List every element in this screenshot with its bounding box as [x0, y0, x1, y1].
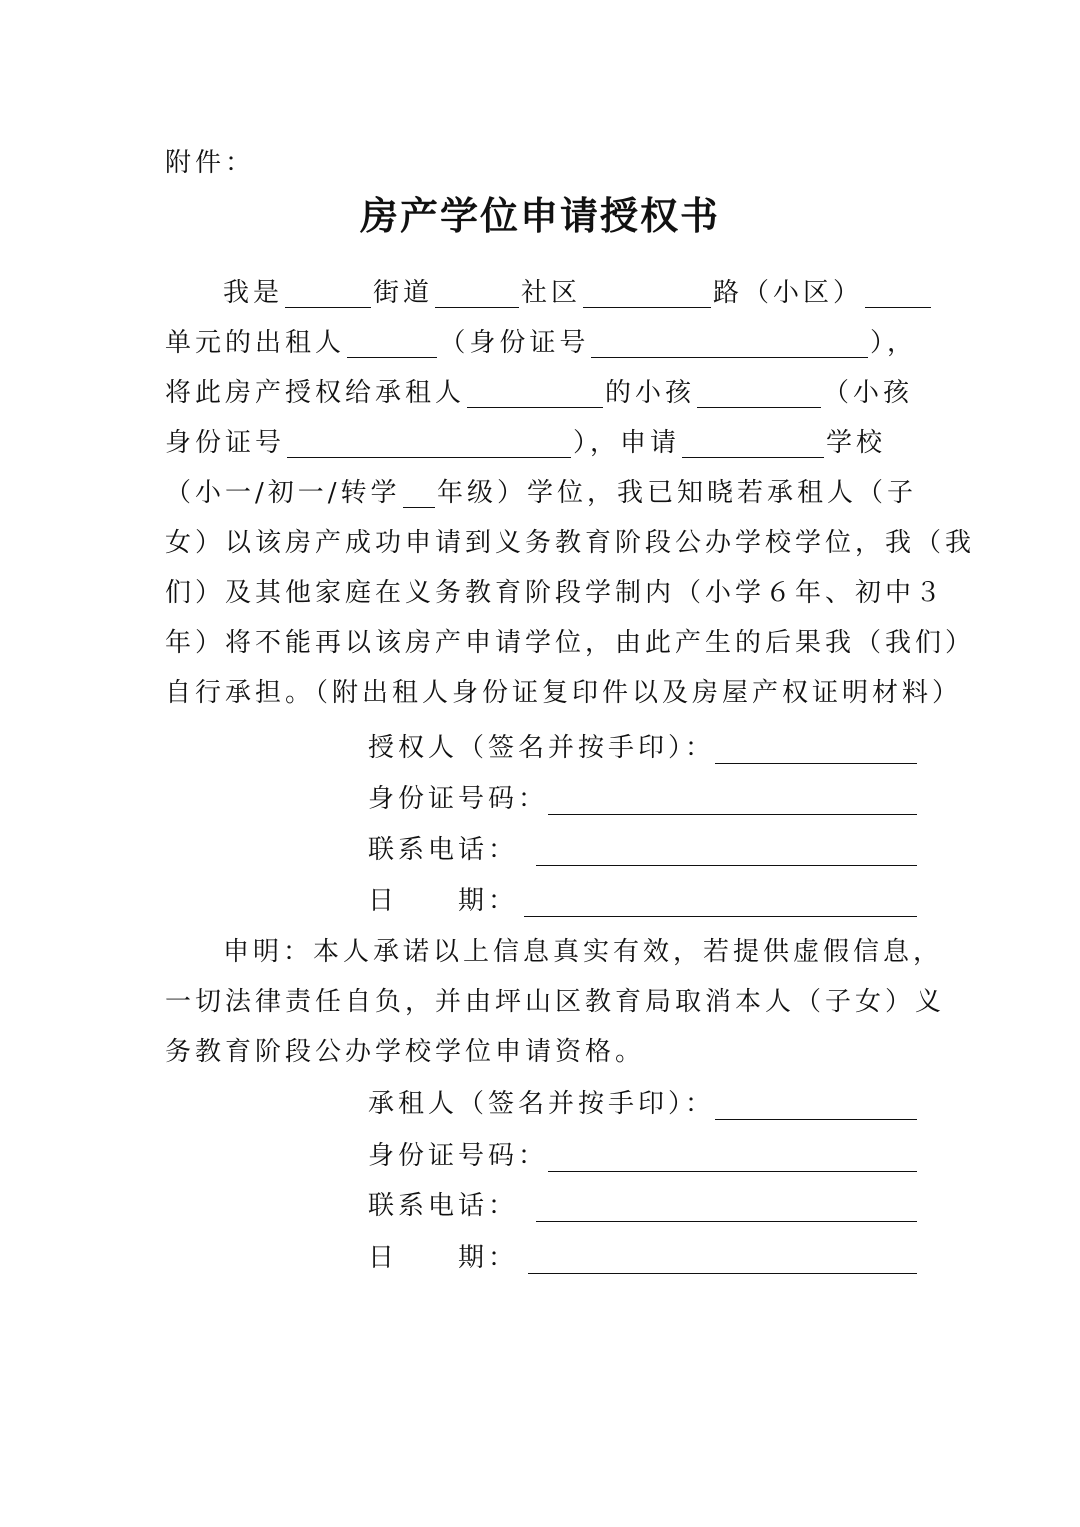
authorizer-date-row — [368, 875, 917, 925]
blank-tenant-name[interactable] — [467, 373, 603, 408]
text-apply: ），申请 — [573, 428, 681, 458]
paragraph-line-1 — [165, 268, 975, 318]
paragraph-line-2 — [165, 318, 917, 368]
paragraph-line-9: 自行承担。（附出租人身份证复印件以及房屋产权证明材料） — [165, 678, 963, 708]
authorizer-phone-label: 联系电话： — [368, 835, 519, 865]
document-title: 房产学位申请授权书 — [359, 194, 720, 238]
paragraph-line-5 — [165, 468, 917, 518]
authorizer-id-label: 身份证号码： — [368, 784, 549, 814]
text-grade-type: （小一/初一/转学 — [165, 478, 401, 508]
text-id-close: ）， — [869, 328, 917, 358]
text-road: 路（小区） — [713, 278, 864, 308]
declaration-line-2: 一切法律责任自负，并由坪山区教育局取消本人（子女）义 — [165, 987, 946, 1017]
text-grade-rest: 年级）学位，我已知晓若承租人（子 — [436, 478, 917, 508]
authorizer-date-field[interactable] — [524, 886, 917, 917]
paragraph-line-7: 们）及其他家庭在义务教育阶段学制内（小学６年、初中３ — [165, 578, 946, 608]
blank-school[interactable] — [682, 423, 824, 458]
blank-unit[interactable] — [865, 273, 931, 308]
attachment-label: 附件： — [165, 148, 256, 178]
authorizer-sign-row — [368, 722, 917, 772]
tenant-id-field[interactable] — [548, 1141, 917, 1172]
authorizer-phone-row — [368, 824, 917, 874]
text-child: 的小孩 — [605, 378, 696, 408]
paragraph-line-4 — [165, 418, 917, 468]
tenant-date-field[interactable] — [528, 1243, 917, 1274]
blank-road[interactable] — [583, 273, 711, 308]
blank-community[interactable] — [435, 273, 519, 308]
declaration-line-1: 申明：本人承诺以上信息真实有效，若提供虚假信息， — [223, 937, 944, 967]
declaration-line-3-row — [165, 1027, 917, 1077]
text-wo-shi: 我是 — [223, 278, 284, 308]
text-school: 学校 — [826, 428, 887, 458]
paragraph-line-3 — [165, 368, 917, 418]
tenant-phone-row — [368, 1180, 917, 1230]
authorizer-phone-field[interactable] — [536, 835, 917, 866]
tenant-id-row — [368, 1130, 917, 1180]
tenant-sign-label: 承租人（签名并按手印）： — [368, 1089, 716, 1119]
text-child-id: 身份证号 — [165, 428, 286, 458]
tenant-phone-field[interactable] — [536, 1191, 917, 1222]
text-child-open: （小孩 — [823, 378, 914, 408]
text-community: 社区 — [521, 278, 582, 308]
text-lessor: 单元的出租人 — [165, 328, 346, 358]
blank-lessor-name[interactable] — [347, 323, 437, 358]
authorizer-sign-field[interactable] — [715, 733, 917, 764]
text-id-open: （身份证号 — [439, 328, 590, 358]
tenant-sign-field[interactable] — [715, 1089, 917, 1120]
blank-lessor-id[interactable] — [591, 323, 868, 358]
blank-child-id[interactable] — [287, 423, 571, 458]
blank-child-name[interactable] — [697, 373, 821, 408]
authorizer-date-label: 日 期： — [368, 886, 519, 916]
tenant-sign-row — [368, 1078, 917, 1128]
authorizer-id-field[interactable] — [548, 784, 917, 815]
paragraph-line-8: 年）将不能再以该房产申请学位，由此产生的后果我（我们） — [165, 628, 976, 658]
authorizer-id-row — [368, 773, 917, 823]
paragraph-line-6: 女）以该房产成功申请到义务教育阶段公办学校学位，我（我 — [165, 528, 976, 558]
tenant-phone-label: 联系电话： — [368, 1191, 519, 1221]
tenant-date-row — [368, 1232, 917, 1282]
authorizer-sign-label: 授权人（签名并按手印）： — [368, 733, 716, 763]
tenant-date-label: 日 期： — [368, 1243, 519, 1273]
blank-street[interactable] — [285, 273, 371, 308]
blank-grade[interactable] — [403, 473, 435, 508]
tenant-id-label: 身份证号码： — [368, 1141, 549, 1171]
text-street: 街道 — [373, 278, 434, 308]
text-authorize: 将此房产授权给承租人 — [165, 378, 466, 408]
declaration-line-3: 务教育阶段公办学校学位申请资格。 — [165, 1037, 646, 1067]
